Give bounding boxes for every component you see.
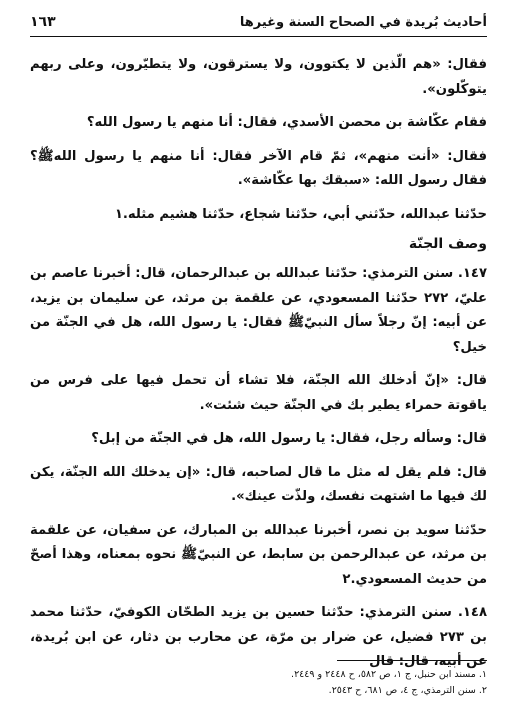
paragraph: حدّثنا سويد بن نصر، أخبرنا عبدالله بن المبارك، عن سفيان، عن علقمة بن مرثد، عن عبدالرحمن بن سابط، عن النبيّﷺ نحوه بمعناه، وهذا أصحّ من حديث المسعودي.٢ <box>30 522 487 587</box>
footnote: ٢. سنن الترمذي، ج ٤، ص ٦٨١، ح ٢٥٤٣. <box>328 685 487 696</box>
page-content <box>30 53 487 675</box>
paragraph: قال: «إنّ أدخلك الله الجنّة، فلا تشاء أن تحمل فيها على فرس من ياقوتة حمراء يطير بك في الجنّة حيث شئت». <box>30 373 487 413</box>
paragraph: فقال: «أنت منهم»، ثمّ قام الآخر فقال: أنا منهم يا رسول اللهﷺ؟ فقال رسول الله: «سبقك بها عكّاشة». <box>30 148 487 188</box>
footnote: ١. مسند ابن حنبل، ج ١، ص ٥٨٢، ح ٢٤٤٨ و ٢٤٤٩. <box>291 669 487 680</box>
paragraph: ١٤٧. سنن الترمذي: حدّثنا عبدالله بن عبدالرحمان، قال: أخبرنا عاصم بن عليّ، ٢٧٢ حدّثنا المسعودي، عن علقمة بن مرثد، عن سليمان بن يزيد، عن أبيه: إنّ رجلاً سأل النبيّﷺ فقال: يا رسول الله، هل في الجنّة من خيل؟ <box>30 266 487 355</box>
paragraph: حدّثنا عبدالله، حدّثني أبي، حدّثنا شجاع، حدّثنا هشيم مثله.١ <box>114 206 487 222</box>
paragraph: فقال: «هم الّذين لا يكتوون، ولا يسترقون، ولا يتطيّرون، وعلى ربهم يتوكّلون». <box>30 57 487 97</box>
paragraph: قال: وسأله رجل، فقال: يا رسول الله، هل في الجنّة من إبل؟ <box>91 431 487 446</box>
footnotes <box>30 660 487 699</box>
paragraph: ١٤٨. سنن الترمذي: حدّثنا حسين بن يزيد الطحّان الكوفيّ، حدّثنا محمد بن ٢٧٣ فضيل، عن ضرار بن مرّة، عن محارب بن دثار، عن ابن بُريدة، عن أبيه، قال: قال <box>30 605 487 669</box>
paragraph: فقام عكّاشة بن محصن الأسدي، فقال: أنا منهم يا رسول الله؟ <box>86 115 487 130</box>
footnote-divider <box>337 660 487 661</box>
running-title: أحاديث بُريدة في الصحاح السنة وغيرها <box>239 15 487 30</box>
section-heading: وصف الجنّة <box>408 236 487 252</box>
paragraph: قال: فلم يقل له مثل ما قال لصاحبه، قال: «إن يدخلك الله الجنّة، يكن لك فيها ما اشتهت نفسك، ولذّت عينك». <box>30 464 487 504</box>
page-number: ١٦٣ <box>30 14 56 30</box>
page-header <box>30 14 487 37</box>
